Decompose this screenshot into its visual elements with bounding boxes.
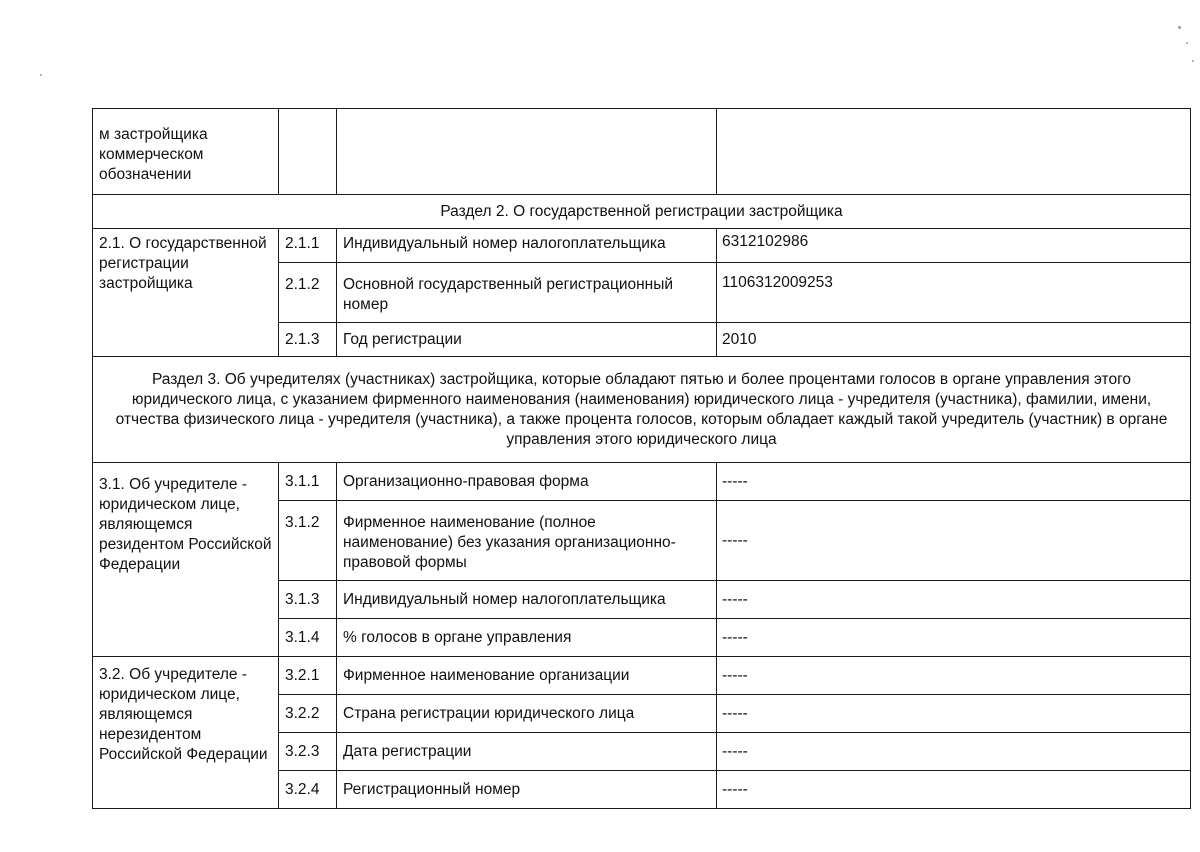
scan-speck bbox=[40, 74, 42, 76]
row-number: 2.1.2 bbox=[279, 263, 337, 323]
row-field-value: ----- bbox=[717, 733, 1191, 771]
section-2-title: Раздел 2. О государственной регистрации застройщика bbox=[93, 195, 1191, 229]
row-field-name: Фирменное наименование (полное наименование) без указания организационно-правовой формы bbox=[337, 501, 717, 581]
number-cell bbox=[279, 109, 337, 195]
row-field-name: Индивидуальный номер налогоплательщика bbox=[337, 229, 717, 263]
continued-label-cell: м застройщика коммерческом обозначении bbox=[93, 109, 279, 195]
row-field-name: Индивидуальный номер налогоплательщика bbox=[337, 581, 717, 619]
table-row bbox=[93, 463, 1191, 501]
table-row bbox=[93, 109, 1191, 195]
table-row bbox=[93, 657, 1191, 695]
row-field-name: Организационно-правовая форма bbox=[337, 463, 717, 501]
row-field-value: 2010 bbox=[717, 323, 1191, 357]
row-field-name: Фирменное наименование организации bbox=[337, 657, 717, 695]
row-field-value: ----- bbox=[717, 581, 1191, 619]
row-field-value: 6312102986 bbox=[717, 229, 1191, 263]
field-name-cell bbox=[337, 109, 717, 195]
row-field-value: ----- bbox=[717, 619, 1191, 657]
row-field-value: ----- bbox=[717, 657, 1191, 695]
row-number: 3.1.1 bbox=[279, 463, 337, 501]
section-2-group-label: 2.1. О государственной регистрации застройщика bbox=[93, 229, 279, 357]
row-field-value: ----- bbox=[717, 695, 1191, 733]
row-number: 2.1.3 bbox=[279, 323, 337, 357]
row-field-name: Страна регистрации юридического лица bbox=[337, 695, 717, 733]
row-number: 3.2.4 bbox=[279, 771, 337, 809]
row-field-name: Дата регистрации bbox=[337, 733, 717, 771]
row-field-value: 1106312009253 bbox=[717, 263, 1191, 323]
row-number: 3.1.2 bbox=[279, 501, 337, 581]
field-value-cell bbox=[717, 109, 1191, 195]
row-field-name: % голосов в органе управления bbox=[337, 619, 717, 657]
row-number: 2.1.1 bbox=[279, 229, 337, 263]
row-number: 3.2.2 bbox=[279, 695, 337, 733]
row-field-name: Регистрационный номер bbox=[337, 771, 717, 809]
table-row bbox=[93, 229, 1191, 263]
section-3-title: Раздел 3. Об учредителях (участниках) застройщика, которые обладают пятью и более процентами голосов в органе управления этого юридического лица, с указанием фирменного наименования (наименования) юридического лица - учредителя (участника), фамилии, имени, отчества физического лица - учредителя (участника), а также процента голосов, которым обладает каждый такой учредитель (участник) в органе управления этого юридического лица bbox=[93, 357, 1191, 463]
row-field-value: ----- bbox=[717, 771, 1191, 809]
row-field-value: ----- bbox=[717, 501, 1191, 581]
scan-speck bbox=[1186, 42, 1188, 44]
row-field-name: Год регистрации bbox=[337, 323, 717, 357]
section-3-1-group-label: 3.1. Об учредителе - юридическом лице, являющемся резидентом Российской Федерации bbox=[93, 463, 279, 657]
row-number: 3.1.3 bbox=[279, 581, 337, 619]
scan-speck bbox=[1178, 26, 1181, 29]
row-field-value: ----- bbox=[717, 463, 1191, 501]
row-number: 3.2.3 bbox=[279, 733, 337, 771]
scan-speck bbox=[1192, 60, 1194, 62]
section-header-row bbox=[93, 195, 1191, 229]
registration-info-table bbox=[92, 108, 1191, 809]
section-header-row bbox=[93, 357, 1191, 463]
section-3-2-group-label: 3.2. Об учредителе - юридическом лице, являющемся нерезидентом Российской Федерации bbox=[93, 657, 279, 809]
row-number: 3.2.1 bbox=[279, 657, 337, 695]
row-number: 3.1.4 bbox=[279, 619, 337, 657]
row-field-name: Основной государственный регистрационный номер bbox=[337, 263, 717, 323]
